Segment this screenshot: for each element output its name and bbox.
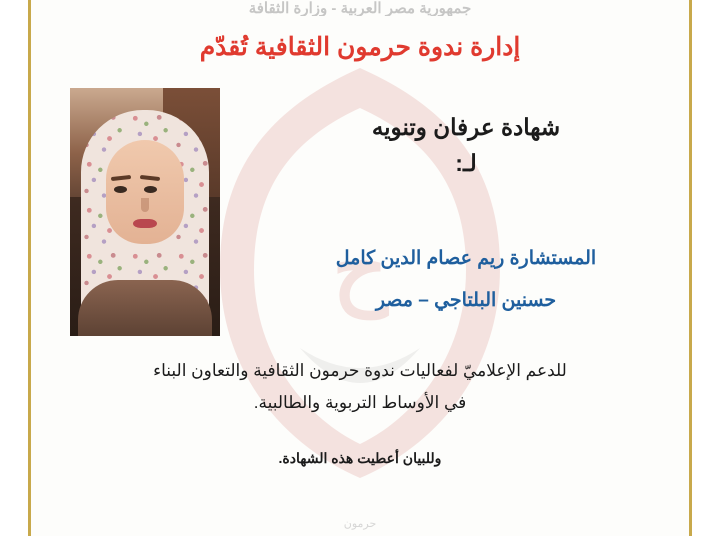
recipient-photo (70, 88, 220, 336)
bottom-faded-footer: حرمون (343, 518, 377, 530)
portrait-nose (141, 198, 149, 212)
recipient-name-block (256, 238, 676, 322)
organization-title: إدارة ندوة حرمون الثقافية تُقدّم (199, 33, 521, 61)
portrait-mouth (133, 219, 157, 228)
portrait-eye-left (114, 186, 127, 193)
svg-text:ح: ح (332, 221, 388, 317)
top-faded-header: جمهورية مصر العربية - وزارة الثقافة (248, 0, 472, 16)
body-line-1: للدعم الإعلاميّ لفعاليات ندوة حرمون الثقافية والتعاون البناء (153, 361, 567, 380)
portrait-image (70, 88, 220, 336)
portrait-collar (78, 280, 212, 336)
certificate-body (44, 355, 676, 419)
recipient-name-line-2: حسنين البلتاجي – مصر (375, 290, 557, 311)
recipient-name-line-1: المستشارة ريم عصام الدين كامل (335, 248, 597, 269)
closing-statement: وللبيان أعطيت هذه الشهادة. (278, 450, 442, 466)
certificate-for-label: لـ: (455, 150, 477, 176)
body-line-2: في الأوساط التربوية والطالبية. (253, 393, 467, 412)
portrait-eye-right (144, 186, 157, 193)
certificate-heading: شهادة عرفان وتنويه (371, 114, 561, 140)
